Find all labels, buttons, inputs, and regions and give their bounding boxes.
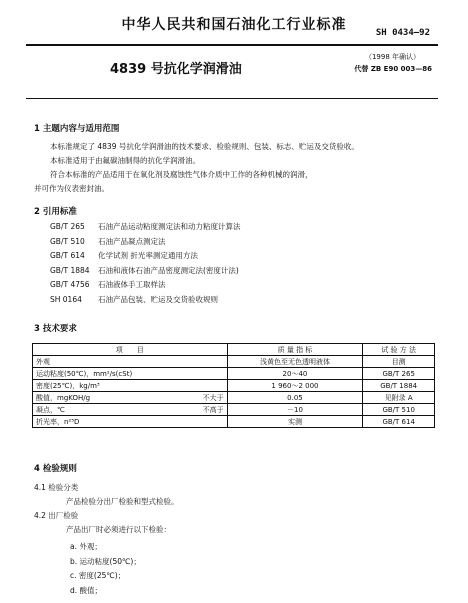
item-label: 酸值，mgKOH/g [36,393,91,402]
cell-quality: 0.05 [227,392,363,404]
cell-method: GB/T 510 [363,404,435,416]
item-label: 运动粘度(50℃)，mm²/s(cSt) [36,369,133,378]
item-label: 折光率，n²⁵D [36,417,80,426]
reference-code: SH 0164 [50,294,82,304]
reference-item [50,235,241,250]
reference-code: GB/T 265 [50,222,85,231]
item-condition: 不高于 [202,405,224,414]
confirm-note: （1998 年确认） [364,53,420,61]
section2-heading: 2 引用标准 [34,207,77,217]
cell-item [33,392,228,404]
table-header-row [33,344,435,356]
section1-line-3: 符合本标准的产品适用于在氧化剂及腐蚀性气体介质中工作的各种机械的润滑， [50,170,313,179]
table-row [33,416,435,428]
cell-quality: 浅黄色至无色透明液体 [227,356,363,368]
reference-title: 石油产品凝点测定法 [98,236,166,246]
cell-method: 目测 [363,356,435,368]
test-item: b. 运动粘度(50℃)； [70,556,141,566]
title-rule [26,98,438,99]
header-method: 试 验 方 法 [363,344,435,356]
header-quality: 质 量 指 标 [227,344,363,356]
reference-item [50,293,241,308]
test-item: a. 外观； [70,542,102,551]
cell-method: 见附录 A [363,392,435,404]
cell-method: GB/T 614 [363,416,435,428]
reference-code: GB/T 4756 [50,280,90,289]
test-item: c. 密度(25℃)； [70,571,126,580]
standard-code: SH 0434—92 [375,28,430,38]
section1-heading: 1 主题内容与适用范围 [34,124,120,134]
table-row [33,356,435,368]
cell-quality: －10 [227,404,363,416]
subsection-4-2-heading: 4.2 出厂检验 [34,511,79,520]
cell-method: GB/T 265 [363,368,435,380]
cell-quality: 20～40 [227,368,363,380]
spec-table [32,343,435,428]
reference-item [50,220,241,235]
item-label: 凝点，℃ [36,405,65,414]
reference-title: 化学试剂 折光率测定通用方法 [98,251,198,260]
section3-heading: 3 技术要求 [34,324,77,334]
item-condition: 不大于 [202,393,224,402]
replace-note: 代替 ZB E90 003—86 [354,65,432,73]
page-header-title: 中华人民共和国石油化工行业标准 [121,17,347,33]
item-label: 外观 [36,357,50,366]
document-title: 4839 号抗化学润滑油 [110,62,242,77]
cell-item [33,380,228,392]
subsection-4-1-heading: 4.1 检验分类 [34,483,79,492]
table-row [33,380,435,392]
section1-line-1: 本标准规定了 4839 号抗化学润滑油的技术要求、检验规则、包装、标志、贮运及交货验收。 [50,142,359,151]
item-label: 密度(25℃)，kg/m³ [36,381,100,390]
table-row [33,392,435,404]
reference-title: 石油液体手工取样法 [98,280,166,289]
subsection-4-2-text: 产品出厂时必须进行以下检验： [66,525,171,534]
cell-quality: 1 960～2 000 [227,380,363,392]
cell-method: GB/T 1884 [363,380,435,392]
cell-item [33,404,228,416]
reference-code: GB/T 510 [50,236,85,246]
reference-title: 石油和液体石油产品密度测定法(密度计法) [98,265,239,275]
cell-item [33,416,228,428]
section4-heading: 4 检验规则 [34,464,77,474]
reference-item [50,278,241,293]
table-row [33,404,435,416]
subsection-4-1-text: 产品检验分出厂检验和型式检验。 [66,497,179,506]
reference-list [50,220,241,307]
table-row [33,368,435,380]
reference-title: 石油产品运动粘度测定法和动力粘度计算法 [98,222,241,231]
reference-title: 石油产品包装、贮运及交货验收规则 [98,294,218,304]
reference-code: GB/T 1884 [50,265,90,275]
test-item: d. 酸值； [70,585,103,595]
section1-line-4: 并可作为仪表密封油。 [34,184,109,193]
reference-item [50,249,241,264]
cell-quality: 实测 [227,416,363,428]
section1-line-2: 本标准适用于由氟碳油制得的抗化学润滑油。 [50,156,200,165]
header-rule [26,44,438,46]
reference-item [50,264,241,279]
cell-item [33,356,228,368]
reference-code: GB/T 614 [50,251,85,260]
header-item: 项 目 [33,344,228,356]
cell-item [33,368,228,380]
test-list [70,540,141,598]
